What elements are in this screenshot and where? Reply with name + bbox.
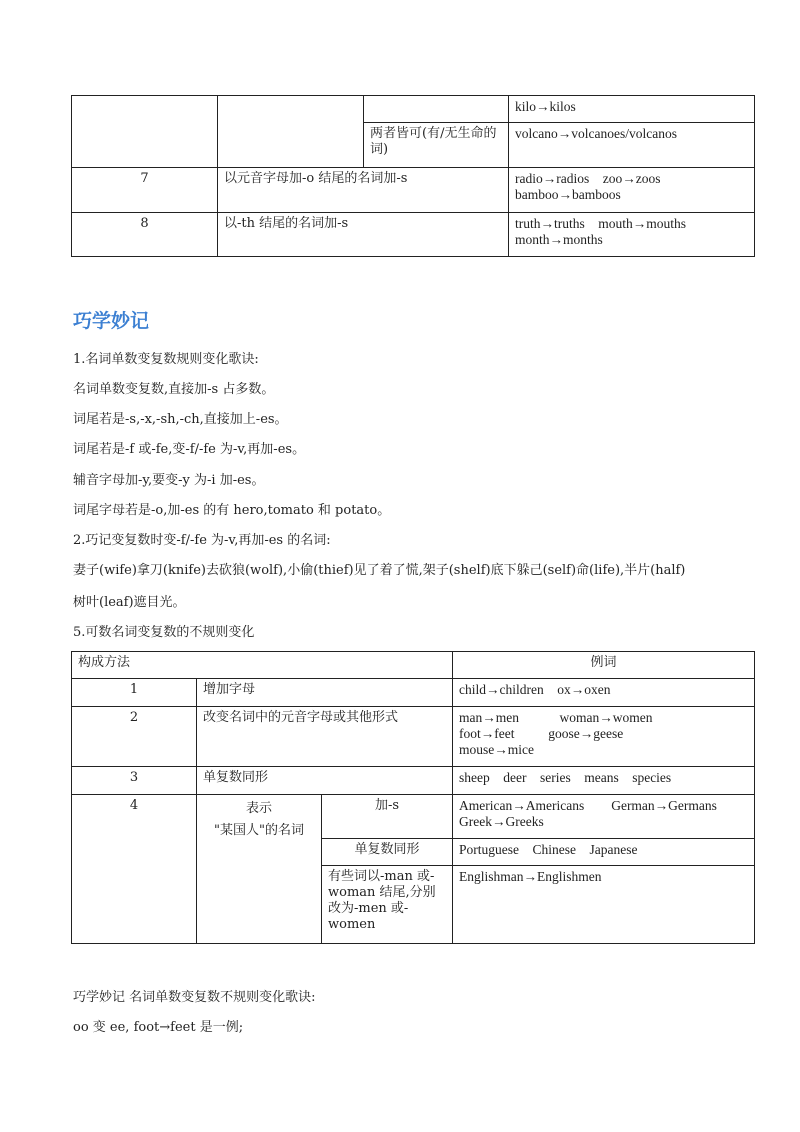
rule-cell: 改变名词中的元音字母或其他形式: [197, 707, 453, 767]
text-line: 树叶(leaf)遮目光。: [73, 595, 186, 610]
table-row: [72, 795, 755, 839]
plural-rules-table-continued: [71, 95, 755, 257]
text-line: 1.名词单数变复数规则变化歌诀:: [73, 352, 259, 367]
text-line: 5.可数名词变复数的不规则变化: [73, 625, 255, 640]
section-heading: 巧学妙记: [73, 310, 150, 332]
row-number: 1: [72, 679, 197, 707]
group-line: "某国人"的名词: [214, 823, 304, 838]
sub-rule-cell: 加-s: [322, 795, 453, 839]
text-line: 名词单数变复数,直接加-s 占多数。: [73, 382, 275, 397]
row-number: 7: [72, 168, 218, 213]
row-number: 4: [72, 795, 197, 944]
footer-line: 巧学妙记 名词单数变复数不规则变化歌诀:: [73, 990, 316, 1005]
group-line: 表示: [245, 801, 272, 816]
example-line: radio→radios zoo→zoos: [515, 171, 661, 186]
example-cell: [509, 168, 755, 213]
example-cell: [453, 795, 755, 839]
example-cell: volcano→volcanoes/volcanos: [509, 123, 755, 168]
example-line: mouse→mice: [459, 742, 534, 757]
rule-cell: 单复数同形: [197, 767, 453, 795]
example-cell: Englishman→Englishmen: [453, 866, 755, 944]
table-row: [72, 767, 755, 795]
table-row: [72, 96, 755, 123]
example-line: Greek→Greeks: [459, 814, 544, 829]
table-row: [72, 679, 755, 707]
row-number: 2: [72, 707, 197, 767]
sub-rule-cell: 两者皆可(有/无生命的词): [364, 123, 509, 168]
example-line: truth→truths mouth→mouths: [515, 216, 687, 231]
text-line: 2.巧记变复数时变-f/-fe 为-v,再加-es 的名词:: [73, 533, 331, 548]
rule-cell: [218, 96, 364, 168]
row-number: [72, 96, 218, 168]
table-header-row: [72, 652, 755, 679]
header-example: 例词: [453, 652, 755, 679]
example-line: bamboo→bamboos: [515, 187, 621, 202]
table-row: [72, 213, 755, 257]
example-line: American→Americans German→Germans: [459, 798, 717, 813]
text-line: 妻子(wife)拿刀(knife)去砍狼(wolf),小偷(thief)见了着了慌,架子(shelf)底下躲己(self)命(life),半片(half): [73, 563, 686, 578]
table-row: [72, 707, 755, 767]
group-cell: [197, 795, 322, 944]
text-line: 词尾若是-f 或-fe,变-f/-fe 为-v,再加-es。: [73, 442, 306, 457]
row-number: 8: [72, 213, 218, 257]
header-method: 构成方法: [72, 652, 453, 679]
example-line: month→months: [515, 232, 603, 247]
irregular-plurals-table: [71, 651, 755, 944]
rule-cell: 以-th 结尾的名词加-s: [218, 213, 509, 257]
row-number: 3: [72, 767, 197, 795]
example-cell: child→children ox→oxen: [453, 679, 755, 707]
example-cell: sheep deer series means species: [453, 767, 755, 795]
text-line: 辅音字母加-y,要变-y 为-i 加-es。: [73, 473, 265, 488]
table-row: [72, 168, 755, 213]
example-cell: kilo→kilos: [509, 96, 755, 123]
sub-rule-cell: 有些词以-man 或-woman 结尾,分别改为-men 或-women: [322, 866, 453, 944]
sub-rule-cell: [364, 96, 509, 123]
sub-rule-cell: 单复数同形: [322, 839, 453, 866]
text-line: 词尾若是-s,-x,-sh,-ch,直接加上-es。: [73, 412, 288, 427]
footer-line: oo 变 ee, foot→feet 是一例;: [73, 1020, 244, 1035]
example-line: foot→feet goose→geese: [459, 726, 624, 741]
example-line: man→men woman→women: [459, 710, 653, 725]
example-cell: Portuguese Chinese Japanese: [453, 839, 755, 866]
text-line: 词尾字母若是-o,加-es 的有 hero,tomato 和 potato。: [73, 503, 391, 518]
rule-cell: 以元音字母加-o 结尾的名词加-s: [218, 168, 509, 213]
example-cell: [453, 707, 755, 767]
rule-cell: 增加字母: [197, 679, 453, 707]
example-cell: [509, 213, 755, 257]
